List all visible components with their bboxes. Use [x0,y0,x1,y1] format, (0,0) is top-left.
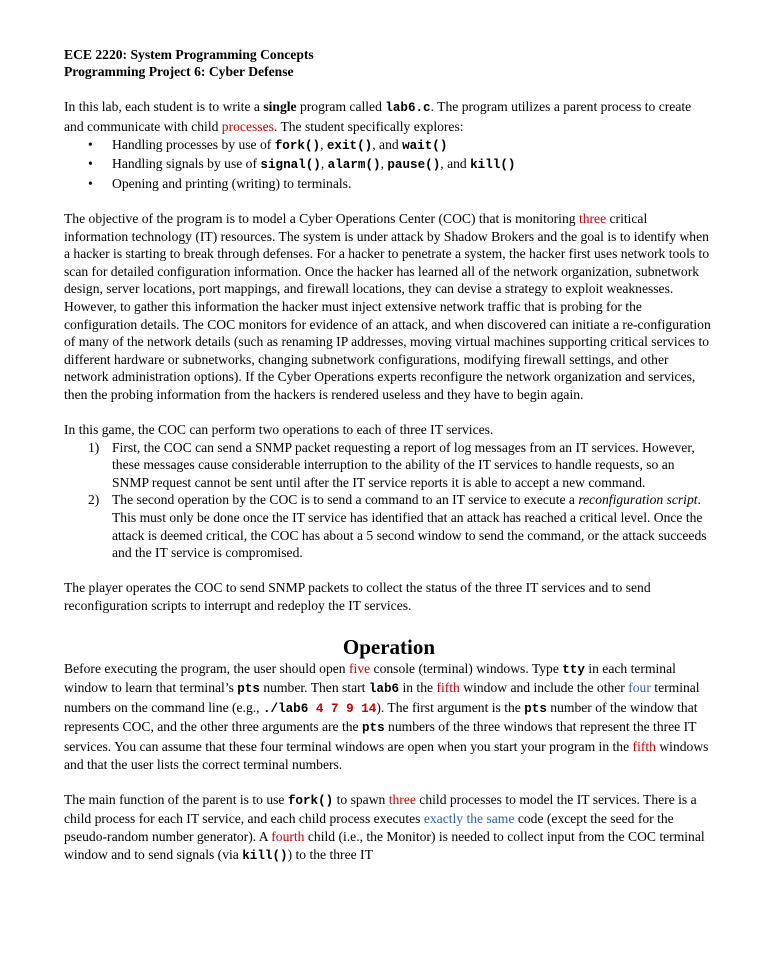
code-signal: signal() [260,158,321,173]
highlight-exactly-the-same: exactly the same [423,811,515,827]
code-pause: pause() [387,158,441,173]
list-number: 2) [88,492,100,508]
paragraph-text: in the [399,680,437,696]
course-title: ECE 2220: System Programming Concepts [64,47,314,62]
list-item [64,439,714,492]
paragraph-text: to spawn [333,791,389,807]
objective-text: The objective of the program is to model a Cyber Operations Center (COC) that is monitoring [64,210,579,226]
code-exit: exit() [326,138,373,153]
paragraph-text: number of the window that represents COC, and the other three arguments are the [64,699,698,735]
list-number: 1) [88,439,100,455]
list-item [64,491,714,561]
player-paragraph: The player operates the COC to send SNMP packets to collect the status of the three IT services and to send reconfiguration scripts to interrupt and redeploy the IT services. [64,580,651,614]
code-alarm: alarm() [327,158,381,173]
list-text: The second operation by the COC is to send a command to an IT service to execute a [112,492,579,508]
list-text: Opening and printing (writing) to terminals. [112,175,352,191]
paragraph-text: windows and that the user lists the correct terminal numbers. [64,739,709,772]
paragraph-text: ) to the three IT [287,846,373,862]
paragraph-text: numbers of the three windows that represent the three IT services. You can assume that these four terminal windows are open when you start your program in the [64,719,697,754]
bullet-icon: • [88,175,93,191]
highlight-fifth: fifth [436,680,460,696]
objective-text: critical information technology (IT) resources. The system is under attack by Shadow Brokers and the goal is to identify when a hacker is starting to break through defenses. For a hacker to penetrate a system, the hacker first uses network tools to scan for detailed configuration information. Once the hacker has learned all of the network organization, subnetwork design, server locations, port mappings, and firewall locations, they can devise a strategy to exploit weaknesses. However, to gather this information the hacker must inject extensive network traffic that is probing for the configuration details. The COC monitors for evidence of an attack, and when discovered can initiate a re-configuration of many of the network details (such as renaming IP addresses, moving virtual machines supporting critical services to different hardware or subnetworks, changing subnetwork configurations, modifying firewall settings, and other network administration options). If the Cyber Operations experts reconfigure the network organization and services, then the probing information from the hackers is rendered useless and they have to begin again. [64,210,711,402]
intro-paragraph [64,98,714,135]
bullet-icon: • [88,156,93,172]
paragraph-text: number. Then start [259,680,369,696]
game-intro: In this game, the COC can perform two operations to each of three IT services. [64,422,494,438]
list-text: Handling processes by use of [112,136,275,152]
paragraph-text: code (except the seed for the pseudo-random number generator). A [64,811,674,844]
section-heading: Operation [342,634,436,659]
code-wait: wait() [402,138,448,153]
list-text: First, the COC can send a SNMP packet requesting a report of log messages from an IT services. However, these messages cause considerable interruption to the ability of the IT services to handle requests, so an SNMP request cannot be sent until after the IT service reports it is able to accept a new command. [112,439,695,490]
intro-highlight-processes: processes [221,119,274,134]
intro-emphasis-single: single [263,99,297,115]
highlight-three: three [388,791,416,807]
document-page [64,46,714,865]
list-text: , and [440,156,471,172]
reconfiguration-script-term: reconfiguration script [578,492,698,508]
program-filename: lab6.c [385,101,431,116]
list-text: , and [372,136,403,152]
highlight-fifth: fifth [632,739,656,754]
operation-paragraph-2 [64,791,714,865]
operations-list [64,439,714,562]
paragraph-text: The main function of the parent is to use [64,791,288,807]
paragraph-text: Before executing the program, the user should open [64,660,350,676]
highlight-four: four [628,680,651,696]
list-text: Handling signals by use of [112,156,261,172]
command-arguments: 4 7 9 14 [308,701,377,716]
code-command: ./lab6 [262,701,309,716]
paragraph-text: child (i.e., the Monitor) is needed to collect input from the COC terminal window and to send signals (via [64,828,705,862]
objective-paragraph [64,210,714,404]
objective-highlight-three: three [578,210,607,226]
intro-text: . The program utilizes a parent process to create and communicate with child [64,99,692,134]
topics-list [64,136,714,193]
list-text: , [380,156,388,172]
code-fork: fork() [274,138,321,153]
project-title: Programming Project 6: Cyber Defense [64,64,294,80]
paragraph-text: child processes to model the IT services. There is a child process for each IT service, and each child process executes [64,791,697,827]
paragraph-text: ). The first argument is the [376,699,525,715]
code-kill: kill() [242,848,288,863]
intro-text: In this lab, each student is to write a [64,99,264,115]
highlight-five: five [349,660,371,676]
list-text: , [320,136,327,152]
intro-text: program called [296,99,386,115]
list-item [64,175,714,193]
bullet-icon: • [88,136,93,152]
operation-paragraph-1 [64,660,714,774]
document-title [64,46,714,81]
code-pts: pts [361,721,385,736]
paragraph-text: in each terminal window to learn that terminal’s [64,660,676,696]
code-kill: kill() [470,158,516,173]
list-item [64,155,714,175]
paragraph-text: window and include the other [459,680,629,696]
paragraph-text: console (terminal) windows. Type [370,660,563,676]
code-pts: pts [237,682,260,697]
highlight-fourth: fourth [271,828,305,844]
code-pts: pts [524,701,547,716]
code-lab6: lab6 [368,682,400,697]
list-item [64,136,714,156]
code-tty: tty [562,662,585,677]
paragraph-text: terminal numbers on the command line (e.g., [64,680,700,715]
intro-text: . The student specifically explores: [273,119,464,134]
list-text: , [320,156,328,172]
code-fork: fork() [287,793,334,808]
list-text: . This must only be done once the IT service has identified that an attack has reached a critical level. Once the attack is deemed critical, the COC has about a 5 second window to send the command, or the attack succeeds and the IT service is compromised. [112,492,707,561]
